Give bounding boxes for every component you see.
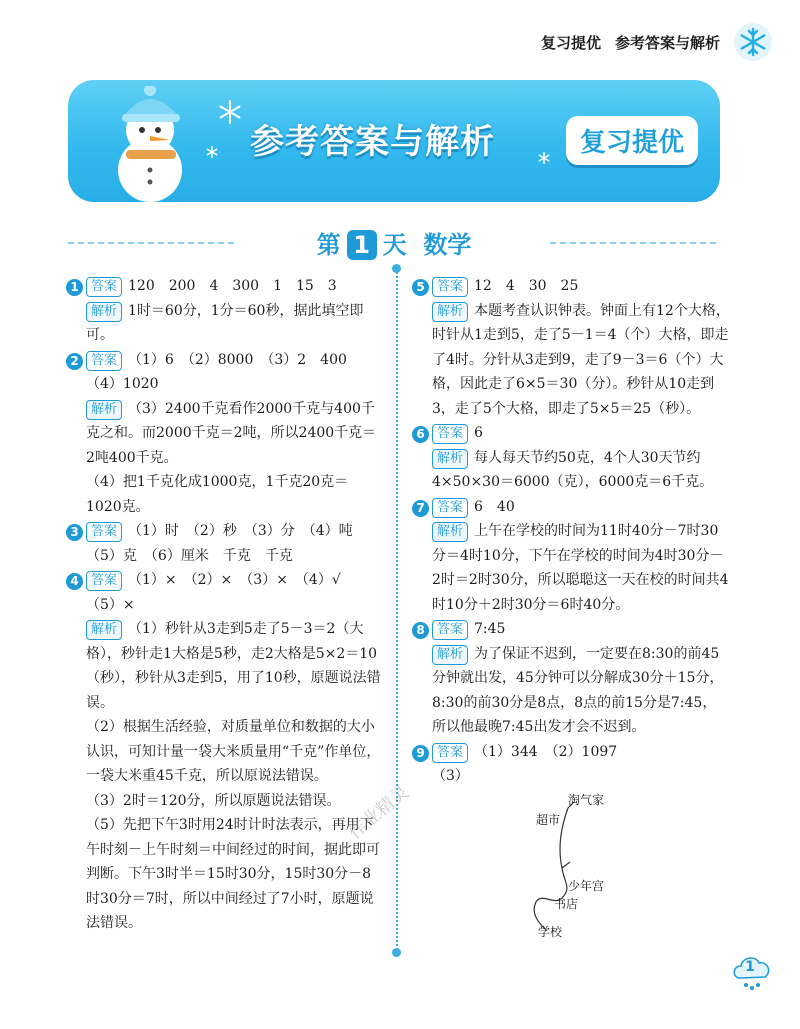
answer-tag: 答案 <box>432 424 468 444</box>
question-6 <box>412 421 730 495</box>
snowflake-icon <box>206 146 218 158</box>
answer-text: （1）时 （2）秒 （3）分 （4）吨 <box>128 523 353 539</box>
banner-title: 参考答案与解析 <box>250 122 495 162</box>
analysis-text: （1）秒针从3走到5走了5－3＝2（大格），秒针走1大格是5秒，走2大格是5×2＝10（秒），秒针从3走到5，用了10秒，原题说法错误。 <box>86 621 381 711</box>
question-number: 4 <box>66 573 83 590</box>
day-number: 1 <box>347 230 377 260</box>
answer-text: （1）344 （2）1097 <box>474 743 618 760</box>
map-label-home: 淘气家 <box>568 793 605 807</box>
snowflake-icon <box>218 100 242 124</box>
answer-tag: 答案 <box>86 277 122 297</box>
question-number: 6 <box>412 426 429 443</box>
question-number: 1 <box>66 279 83 296</box>
page-header <box>541 22 772 62</box>
divider-dot <box>392 948 401 957</box>
answer-tag: 答案 <box>432 620 468 640</box>
snowflake-icon <box>734 23 772 61</box>
day-prefix: 第 <box>316 231 341 259</box>
answer-tag: 答案 <box>86 351 122 371</box>
analysis-text: 1时＝60分，1分＝60秒，据此填空即可。 <box>86 302 364 343</box>
answer-tag: 答案 <box>432 498 468 518</box>
map-label-palace: 少年宫 <box>568 879 605 893</box>
analysis-tag: 解析 <box>432 302 468 322</box>
answer-text: （5）克 （6）厘米 千克 千克 <box>86 547 293 564</box>
answer-text: （4）1020 <box>86 376 159 392</box>
answer-text: 120 200 4 300 1 15 3 <box>128 278 337 294</box>
analysis-text: 上午在学校的时间为11时40分－7时30分＝4时10分，下午在学校的时间为4时30分－2时＝2时30分，所以聪聪这一天在校的时间共4时10分＋2时30分＝6时40分。 <box>432 523 729 613</box>
question-8 <box>412 617 730 740</box>
map-label-school: 学校 <box>538 925 563 939</box>
map-label-bookstore: 书店 <box>554 897 579 911</box>
question-number: 2 <box>66 353 83 370</box>
question-4 <box>66 568 382 936</box>
analysis-text: 本题考查认识钟表。钟面上有12个大格，时针从1走到5，走了5－1＝4（个）大格，即走了4时。分针从3走到9，走了9－3＝6（个）大格，因此走了6×5＝30（分）。秒针从10走到3，走了5个大格，即走了5×5＝25（秒）。 <box>432 302 730 417</box>
map-label-market: 超市 <box>536 813 561 827</box>
question-number: 3 <box>66 524 83 541</box>
answer-text: （5）× <box>86 596 135 613</box>
analysis-tag: 解析 <box>432 645 468 665</box>
page-number: 1 <box>745 959 755 975</box>
watermark-stamp: 作业精灵 <box>344 781 414 844</box>
analysis-text: （3）2400千克看作2000千克与400千克之和。而2000千克＝2吨，所以2400千克＝2吨400千克。 <box>86 400 377 466</box>
day-heading <box>68 225 720 261</box>
question-number: 8 <box>412 622 429 639</box>
answer-tag: 答案 <box>432 277 468 297</box>
question-2 <box>66 348 382 520</box>
header-section: 复习提优 <box>540 33 601 52</box>
answer-tag: 答案 <box>86 571 122 591</box>
route-map <box>500 790 650 940</box>
question-number: 7 <box>412 500 429 517</box>
question-number: 5 <box>412 279 429 296</box>
question-1 <box>66 274 382 348</box>
header-title: 参考答案与解析 <box>614 33 720 52</box>
analysis-text: （5）先把下午3时用24时计时法表示，再用下午时刻－上午时刻＝中间经过的时间，据此即可判断。下午3时半＝15时30分，15时30分－8时30分＝7时，所以中间经过了7小时，原题说法错误。 <box>86 817 380 931</box>
answer-tag: 答案 <box>86 522 122 542</box>
question-7 <box>412 495 730 618</box>
day-subject: 数学 <box>423 231 472 259</box>
analysis-tag: 解析 <box>432 449 468 469</box>
answer-text: 7:45 <box>474 621 506 637</box>
analysis-text: （4）把1千克化成1000克，1千克20克＝1020克。 <box>86 474 349 515</box>
answer-text: （1）× （2）× （3）× （4）√ <box>128 572 341 588</box>
analysis-text: 每人每天节约50克，4个人30天节约4×50×30＝6000（克），6000克＝6千克。 <box>432 449 714 490</box>
answer-part-3: （3） <box>432 768 469 784</box>
page-number-badge <box>730 950 774 994</box>
divider-dot <box>392 264 401 273</box>
banner-tag: 复习提优 <box>566 116 698 165</box>
analysis-tag: 解析 <box>86 400 122 420</box>
left-column <box>66 274 382 936</box>
right-column <box>412 274 730 789</box>
question-3 <box>66 519 382 568</box>
analysis-tag: 解析 <box>86 302 122 322</box>
analysis-text: （3）2时＝120分，所以原题说法错误。 <box>86 792 341 809</box>
title-banner <box>68 80 720 202</box>
snowman-icon <box>92 86 212 202</box>
analysis-tag: 解析 <box>86 620 122 640</box>
analysis-text: 为了保证不迟到，一定要在8:30的前45分钟就出发，45分钟可以分解成30分＋15分，8:30的前30分是8点，8点的前15分是7:45，所以他最晚7:45出发才会不迟到。 <box>432 645 724 735</box>
snowflake-icon <box>538 152 550 164</box>
analysis-tag: 解析 <box>432 522 468 542</box>
question-number: 9 <box>412 745 429 762</box>
answer-text: （1）6 （2）8000 （3）2 400 <box>128 351 347 368</box>
answer-text: 6 40 <box>474 498 515 515</box>
answer-text: 6 <box>474 425 483 441</box>
answer-text: 12 4 30 25 <box>474 278 579 294</box>
day-suffix: 天 <box>382 231 407 259</box>
question-5 <box>412 274 730 421</box>
answer-tag: 答案 <box>432 743 468 763</box>
analysis-text: （2）根据生活经验，对质量单位和数据的大小认识，可知计量一袋大米质量用“千克”作单位，一袋大米重45千克，所以原说法错误。 <box>86 719 381 784</box>
